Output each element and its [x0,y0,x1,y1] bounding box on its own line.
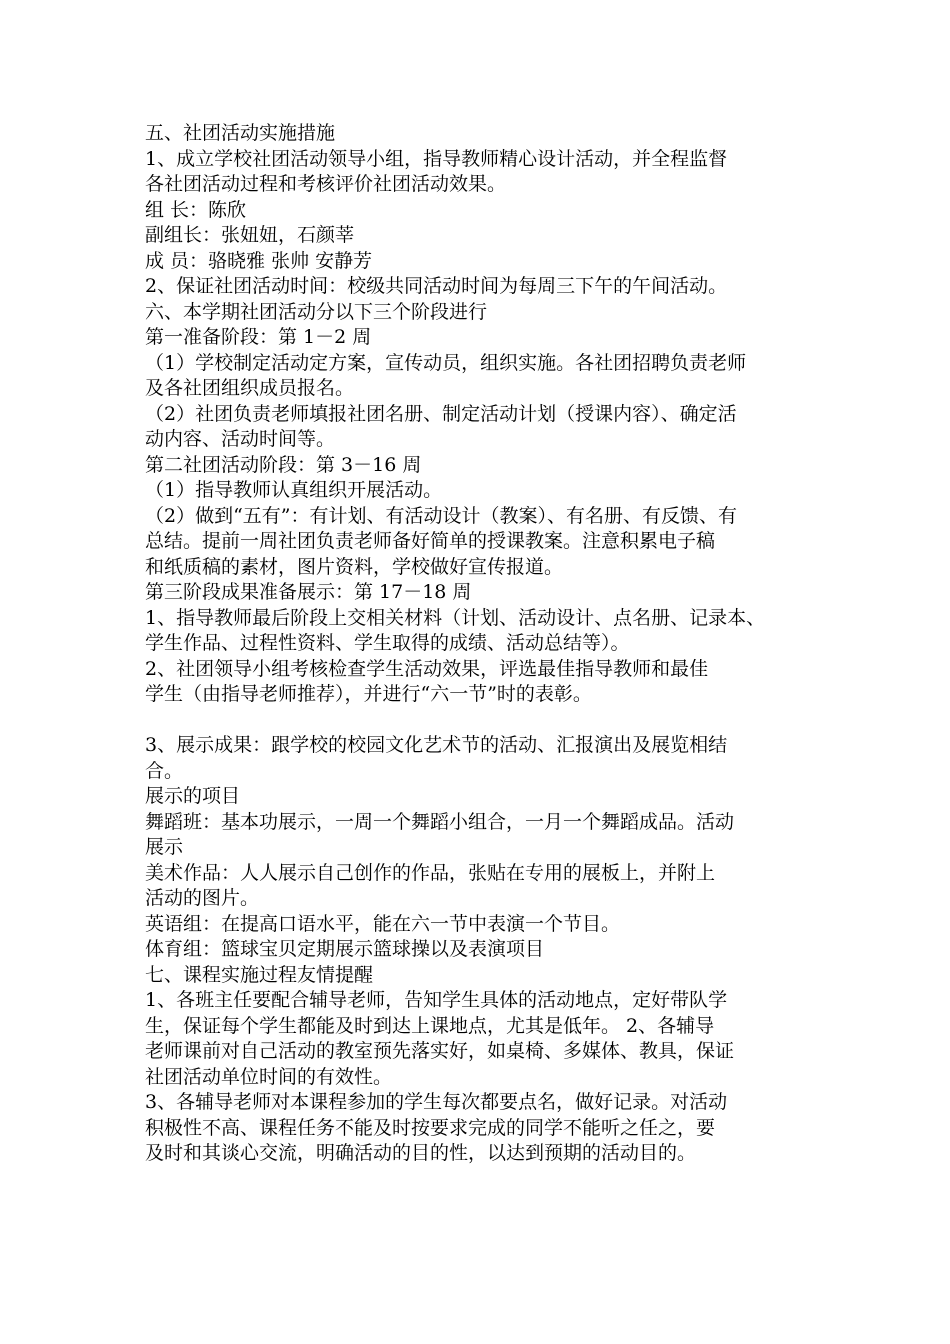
text-line: 学生作品、过程性资料、学生取得的成绩、活动总结等）。 [145,632,630,654]
text-line: 1、成立学校社团活动领导小组，指导教师精心设计活动，并全程监督 [145,147,728,170]
text-line: 学生（由指导老师推荐），并进行“六一节”时的表彰。 [145,683,592,705]
stage-heading-3: 第三阶段成果准备展示：第 17－18 周 [145,581,472,603]
text-line: 积极性不高、课程任务不能及时按要求完成的同学不能听之任之，要 [145,1116,716,1139]
text-line: 展示 [145,836,184,858]
text-line: 总结。提前一周社团负责老师备好简单的授课教案。注意积累电子稿 [145,530,716,552]
text-line: （2）做到“五有”：有计划、有活动设计（教案）、有名册、有反馈、有 [145,504,738,527]
text-line: （2）社团负责老师填报社团名册、制定活动计划（授课内容）、确定活 [145,402,737,425]
stage-heading-2: 第二社团活动阶段：第 3－16 周 [145,453,422,476]
text-line: 3、各辅导老师对本课程参加的学生每次都要点名，做好记录。对活动 [145,1091,728,1113]
text-line: 英语组：在提高口语水平，能在六一节中表演一个节目。 [145,912,621,935]
text-line: 2、保证社团活动时间：校级共同活动时间为每周三下午的午间活动。 [145,275,728,297]
text-line: 及时和其谈心交流，明确活动的目的性，以达到预期的活动目的。 [145,1142,697,1164]
stage-heading-1: 第一准备阶段：第 1－2 周 [145,326,372,348]
deputy-leader-line: 副组长：张妞妞，石颜莘 [145,224,355,246]
members-line: 成 员：骆晓雅 张帅 安静芳 [145,249,373,272]
text-line: 动内容、活动时间等。 [145,428,336,450]
text-line: （1）指导教师认真组织开展活动。 [145,479,443,501]
text-line: 生，保证每个学生都能及时到达上课地点，尤其是低年。 2、各辅导 [145,1014,715,1037]
section-heading-6: 六、本学期社团活动分以下三个阶段进行 [145,300,488,323]
team-leader-line: 组 长：陈欣 [145,198,247,221]
text-line: 美术作品：人人展示自己创作的作品，张贴在专用的展板上，并附上 [145,861,716,884]
text-line: （1）学校制定活动定方案，宣传动员，组织实施。各社团招聘负责老师 [145,351,747,374]
showcase-heading: 展示的项目 [145,785,241,807]
text-line: 1、指导教师最后阶段上交相关材料（计划、活动设计、点名册、记录本、 [145,606,766,629]
text-line: 各社团活动过程和考核评价社团活动效果。 [145,173,507,195]
text-line: 3、展示成果：跟学校的校园文化艺术节的活动、汇报演出及展览相结 [145,734,728,756]
text-line: 体育组：篮球宝贝定期展示篮球操以及表演项目 [145,938,545,960]
text-line: 2、社团领导小组考核检查学生活动效果，评选最佳指导教师和最佳 [145,657,709,680]
text-line: 老师课前对自己活动的教室预先落实好，如桌椅、多媒体、教具，保证 [145,1040,735,1062]
blank-line [145,708,825,734]
text-line: 及各社团组织成员报名。 [145,377,355,399]
text-line: 社团活动单位时间的有效性。 [145,1065,393,1088]
text-line: 活动的图片。 [145,887,260,909]
text-line: 1、各班主任要配合辅导老师，告知学生具体的活动地点，定好带队学 [145,989,728,1011]
text-line: 舞蹈班：基本功展示，一周一个舞蹈小组合，一月一个舞蹈成品。活动 [145,810,735,833]
section-heading-5: 五、社团活动实施措施 [145,122,336,144]
text-line: 和纸质稿的素材，图片资料，学校做好宣传报道。 [145,555,564,578]
document-body [145,121,825,1167]
text-line: 合。 [145,759,184,782]
section-heading-7: 七、课程实施过程友情提醒 [145,963,374,986]
